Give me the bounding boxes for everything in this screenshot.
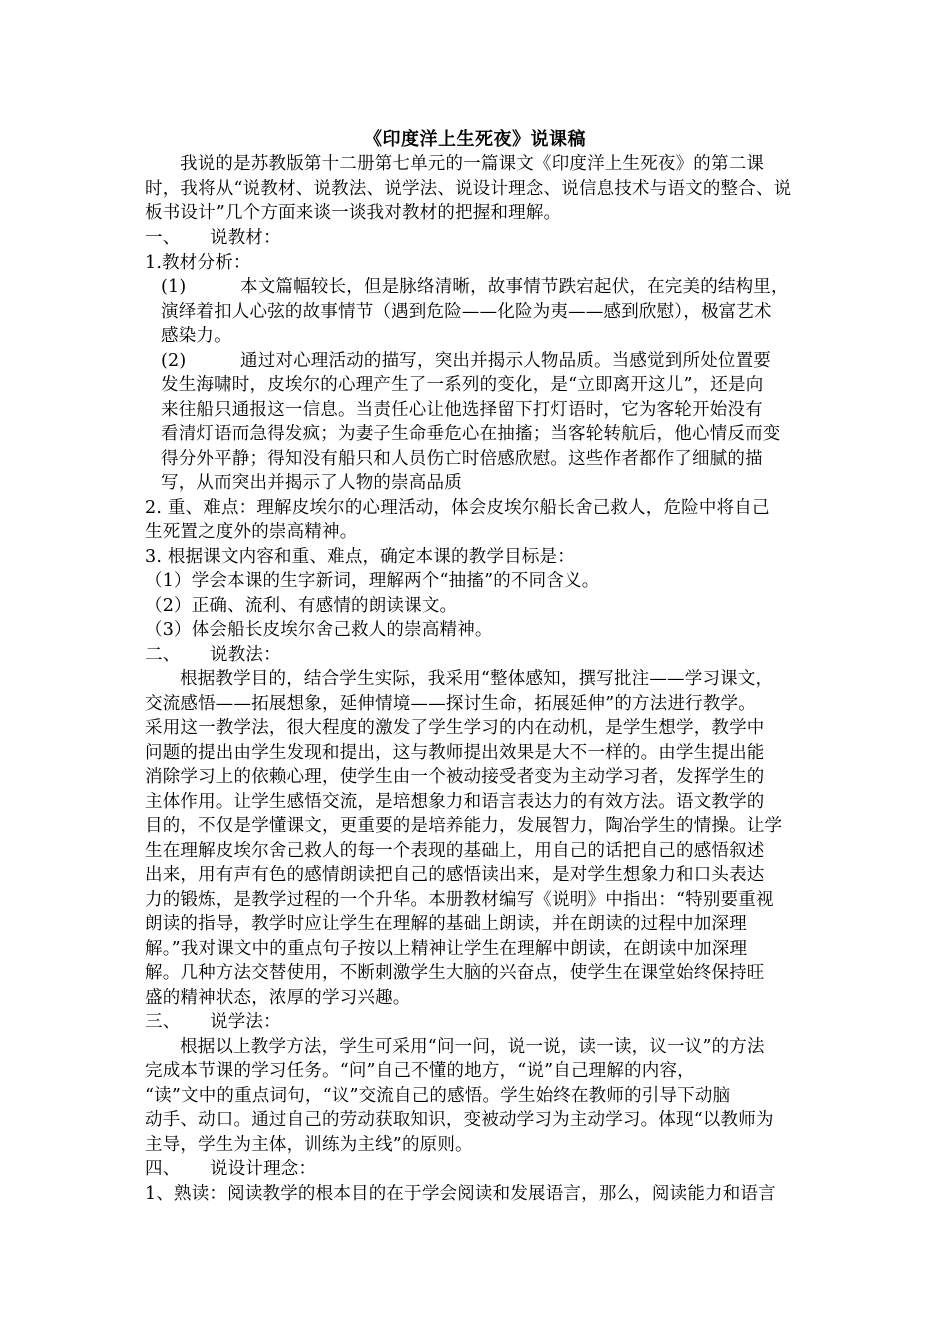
item-1-number: (1) <box>161 277 187 297</box>
item-2-line-1: 通过对心理活动的描写，突出并揭示人物品质。当感觉到所处位置要 <box>240 351 771 371</box>
item-1-line-2: 演绎着扣人心弦的故事情节（遇到危险——化险为夷——感到欣慰），极富艺术 <box>161 302 772 322</box>
key-points-line-2: 生死置之度外的崇高精神。 <box>145 522 358 542</box>
teaching-method-line-13: 解。几种方法交替使用，不断刺激学生大脑的兴奋点，使学生在课堂始终保持旺 <box>145 963 765 983</box>
teaching-method-line-7: 目的，不仅是学懂课文，更重要的是培养能力，发展智力，陶冶学生的情操。让学 <box>145 816 783 836</box>
analysis-heading: 1.教材分析： <box>145 253 251 273</box>
teaching-method-line-5: 消除学习上的依赖心理，使学生由一个被动接受者变为主动学习者，发挥学生的 <box>145 767 765 787</box>
learning-method-line-1: 根据以上教学方法，学生可采用“问一问，说一说，读一读，议一议”的方法 <box>180 1037 765 1057</box>
teaching-method-line-2: 交流感悟——拓展想象，延伸情境——探讨生命，拓展延伸”的方法进行教学。 <box>145 694 756 714</box>
goals-heading: 3. 根据课文内容和重、难点，确定本课的教学目标是： <box>145 547 575 567</box>
teaching-method-line-14: 盛的精神状态，浓厚的学习兴趣。 <box>145 988 411 1008</box>
section-3-title: 说学法： <box>210 1012 281 1032</box>
item-2-line-6: 写，从而突出并揭示了人物的崇高品质 <box>161 473 462 493</box>
learning-method-line-2: 完成本节课的学习任务。“问”自己不懂的地方，“说”自己理解的内容， <box>145 1061 695 1081</box>
teaching-method-line-6: 主体作用。让学生感悟交流，是培想象力和语言表达力的有效方法。语文教学的 <box>145 792 765 812</box>
item-1-line-3: 感染力。 <box>161 326 232 346</box>
item-2-line-2: 发生海啸时，皮埃尔的心理产生了一系列的变化，是“立即离开这儿”，还是向 <box>161 375 764 395</box>
document-title: 《印度洋上生死夜》说课稿 <box>364 129 586 150</box>
teaching-method-line-4: 问题的提出由学生发现和提出，这与教师提出效果是大不一样的。由学生提出能 <box>145 743 765 763</box>
learning-method-line-4: 动手、动口。通过自己的劳动获取知识，变被动学习为主动学习。体现“以教师为 <box>145 1110 774 1130</box>
key-points-line-1: 2. 重、难点：理解皮埃尔的心理活动，体会皮埃尔船长舍己救人，危险中将自己 <box>145 498 770 518</box>
item-1-line-1: 本文篇幅较长，但是脉络清晰，故事情节跌宕起伏，在完美的结构里， <box>240 277 789 297</box>
teaching-method-line-11: 朗读的指导，教学时应让学生在理解的基础上朗读，并在朗读的过程中加深理 <box>145 914 747 934</box>
intro-line-1: 我说的是苏教版第十二册第七单元的一篇课文《印度洋上生死夜》的第二课 <box>180 154 765 174</box>
item-2-line-3: 来往船只通报这一信息。当责任心让他选择留下打灯语时，它为客轮开始没有 <box>161 400 763 420</box>
teaching-method-line-8: 生在理解皮埃尔舍己救人的每一个表现的基础上，用自己的话把自己的感悟叙述 <box>145 841 765 861</box>
teaching-method-line-12: 解。”我对课文中的重点句子按以上精神让学生在理解中朗读，在朗读中加深理 <box>145 939 748 959</box>
learning-method-line-5: 主导，学生为主体，训练为主线”的原则。 <box>145 1135 473 1155</box>
goal-2: （2）正确、流利、有感情的朗读课文。 <box>145 596 458 616</box>
section-1-number: 一、 <box>145 228 181 248</box>
section-2-title: 说教法： <box>210 645 281 665</box>
section-1-title: 说教材： <box>210 228 281 248</box>
design-concept-line-1: 1、熟读：阅读教学的根本目的在于学会阅读和发展语言，那么，阅读能力和语言 <box>145 1184 776 1204</box>
section-3-number: 三、 <box>145 1012 181 1032</box>
section-4-number: 四、 <box>145 1159 181 1179</box>
item-2-line-5: 得分外平静；得知没有船只和人员伤亡时倍感欣慰。这些作者都作了细腻的描 <box>161 449 763 469</box>
item-2-number: (2) <box>161 351 187 371</box>
section-2-number: 二、 <box>145 645 181 665</box>
teaching-method-line-10: 力的锻炼，是教学过程的一个升华。本册教材编写《说明》中指出：“特别要重视 <box>145 890 774 910</box>
goal-3: （3）体会船长皮埃尔舍己救人的崇高精神。 <box>145 620 493 640</box>
teaching-method-line-1: 根据教学目的，结合学生实际，我采用“整体感知，撰写批注——学习课文， <box>180 669 774 689</box>
goal-1: （1）学会本课的生字新词，理解两个“抽搐”的不同含义。 <box>145 571 600 591</box>
item-2-line-4: 看清灯语而急得发疯；为妻子生命垂危心在抽搐；当客轮转航后，他心情反而变 <box>161 424 781 444</box>
teaching-method-line-9: 出来，用有声有色的感情朗读把自己的感悟读出来，是对学生想象力和口头表达 <box>145 865 765 885</box>
learning-method-line-3: “读”文中的重点词句，“议”交流自己的感悟。学生始终在教师的引导下动脑 <box>145 1086 731 1106</box>
intro-line-2: 时，我将从“说教材、说教法、说学法、说设计理念、说信息技术与语文的整合、说 <box>145 179 792 199</box>
intro-line-3: 板书设计”几个方面来谈一谈我对教材的把握和理解。 <box>145 203 562 223</box>
teaching-method-line-3: 采用这一教学法，很大程度的激发了学生学习的内在动机，是学生想学，教学中 <box>145 718 765 738</box>
section-4-title: 说设计理念： <box>210 1159 317 1179</box>
